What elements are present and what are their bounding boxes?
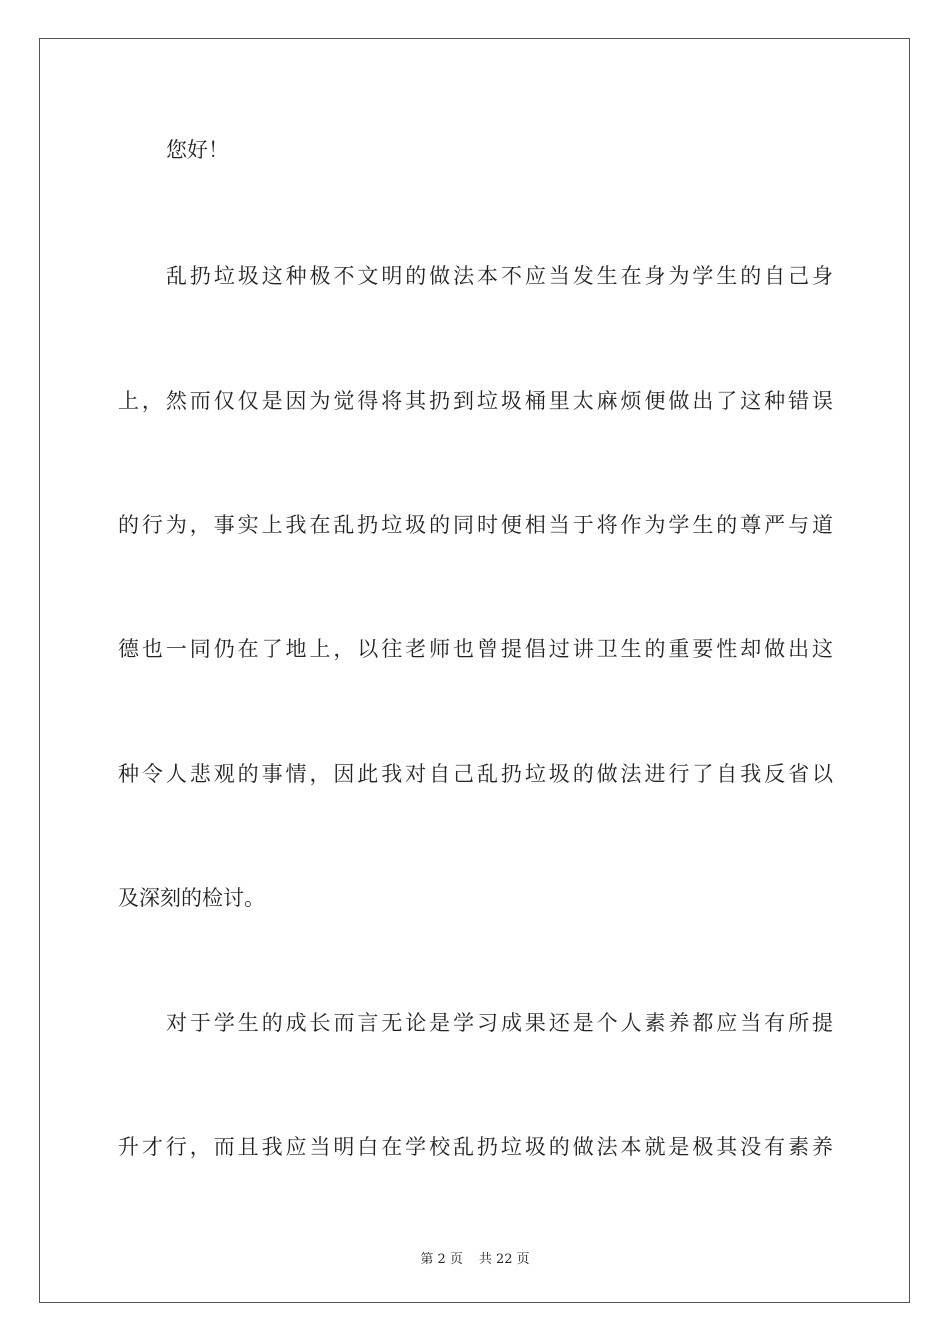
page-footer xyxy=(0,1248,950,1267)
page-number: 第 2 页 xyxy=(420,1252,463,1267)
salutation-line: 您好！ xyxy=(166,138,229,162)
paragraph-1-line-3: 的行为，事实上我在乱扔垃圾的同时便相当于将作为学生的尊严与道 xyxy=(118,513,833,537)
paragraph-1-line-5: 种令人悲观的事情，因此我对自己乱扔垃圾的做法进行了自我反省以 xyxy=(118,762,833,786)
paragraph-1-line-1: 乱扔垃圾这种极不文明的做法本不应当发生在身为学生的自己身 xyxy=(166,264,833,288)
paragraph-2-line-1: 对于学生的成长而言无论是学习成果还是个人素养都应当有所提 xyxy=(166,1011,833,1035)
paragraph-2-line-2: 升才行，而且我应当明白在学校乱扔垃圾的做法本就是极其没有素养 xyxy=(118,1135,833,1159)
page-border xyxy=(39,38,910,1303)
paragraph-1-line-2: 上，然而仅仅是因为觉得将其扔到垃圾桶里太麻烦便做出了这种错误 xyxy=(118,389,833,413)
paragraph-1-line-4: 德也一同仍在了地上，以往老师也曾提倡过讲卫生的重要性却做出这 xyxy=(118,637,833,661)
paragraph-1-line-6: 及深刻的检讨。 xyxy=(118,886,265,910)
page-total: 共 22 页 xyxy=(478,1252,530,1267)
